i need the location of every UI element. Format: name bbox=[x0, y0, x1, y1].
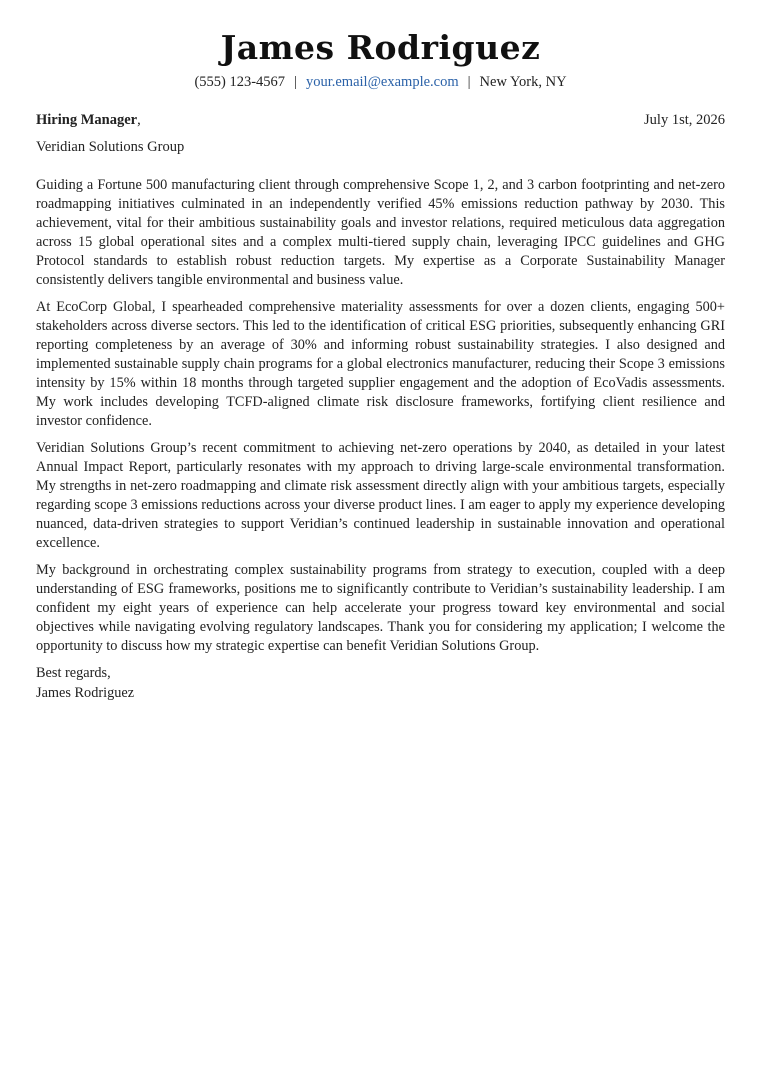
email-link[interactable]: your.email@example.com bbox=[305, 74, 459, 90]
signature-name: James Rodriguez bbox=[36, 684, 135, 701]
company-name: Veridian Solutions Group bbox=[36, 139, 185, 155]
recipient-date-row bbox=[36, 111, 725, 130]
closing-block bbox=[36, 664, 725, 703]
body-paragraph: At EcoCorp Global, I spearheaded comprehensive materiality assessments for over a dozen clients, engaging 500+ stakeholders across diverse sectors. This led to the identification of critical ESG priorities, subsequently enhancing GRI reporting completeness by an average of 30% and informing robust sustainability strategies. I also designed and implemented sustainable supply chain programs for a global electronics manufacturer, reducing their Scope 3 emissions intensity by 15% within 18 months through targeted supplier engagement and the adoption of EcoVadis assessments. My work includes developing TCFD-aligned climate risk disclosure frameworks, fortifying client resilience and investor confidence. bbox=[36, 299, 725, 429]
location: New York, NY bbox=[479, 74, 567, 90]
closing-salutation: Best regards, bbox=[36, 665, 111, 681]
body-paragraph: Veridian Solutions Group’s recent commitment to achieving net-zero operations by 2040, as detailed in your latest Annual Impact Report, particularly resonates with my approach to driving large-scale environmental transformation. My strengths in net-zero roadmapping and climate risk assessment directly align with your ambitious targets, especially regarding scope 3 emissions reductions across your diverse product lines. I am eager to apply my experience developing nuanced, data-driven strategies to support Veridian’s continued leadership in sustainable innovation and operational excellence. bbox=[36, 440, 725, 551]
letter-date: July 1st, 2026 bbox=[644, 112, 725, 128]
recipient bbox=[36, 111, 141, 130]
contact-separator: | bbox=[467, 74, 471, 90]
phone-number: (555) 123-4567 bbox=[194, 74, 286, 90]
letter-body bbox=[36, 176, 725, 656]
recipient-title: Hiring Manager bbox=[36, 112, 138, 128]
recipient-comma: , bbox=[137, 112, 141, 128]
cover-letter-page bbox=[36, 28, 725, 703]
applicant-name: James Rodriguez bbox=[220, 28, 541, 67]
body-paragraph: Guiding a Fortune 500 manufacturing client through comprehensive Scope 1, 2, and 3 carbon footprinting and net-zero roadmapping initiatives culminated in an independently verified 45% emissions reduction pathway by 2030. This achievement, vital for their ambitious sustainability goals and investor relations, required meticulous data aggregation across 15 global operational sites and a complex multi-tiered supply chain, leveraging IPCC guidelines and GHG Protocol standards to establish robust reduction targets. My expertise as a Corporate Sustainability Manager consistently delivers tangible environmental and business value. bbox=[36, 177, 725, 288]
contact-line bbox=[36, 72, 725, 92]
contact-separator: | bbox=[294, 74, 297, 90]
body-paragraph: My background in orchestrating complex sustainability programs from strategy to execution, coupled with a deep understanding of ESG frameworks, positions me to significantly contribute to Veridian’s sustainability leadership. I am confident my eight years of experience can help accelerate your progress toward key environmental and social objectives while navigating evolving regulatory landscapes. Thank you for considering my application; I welcome the opportunity to discuss how my strategic expertise can benefit Veridian Solutions Group. bbox=[36, 562, 725, 654]
